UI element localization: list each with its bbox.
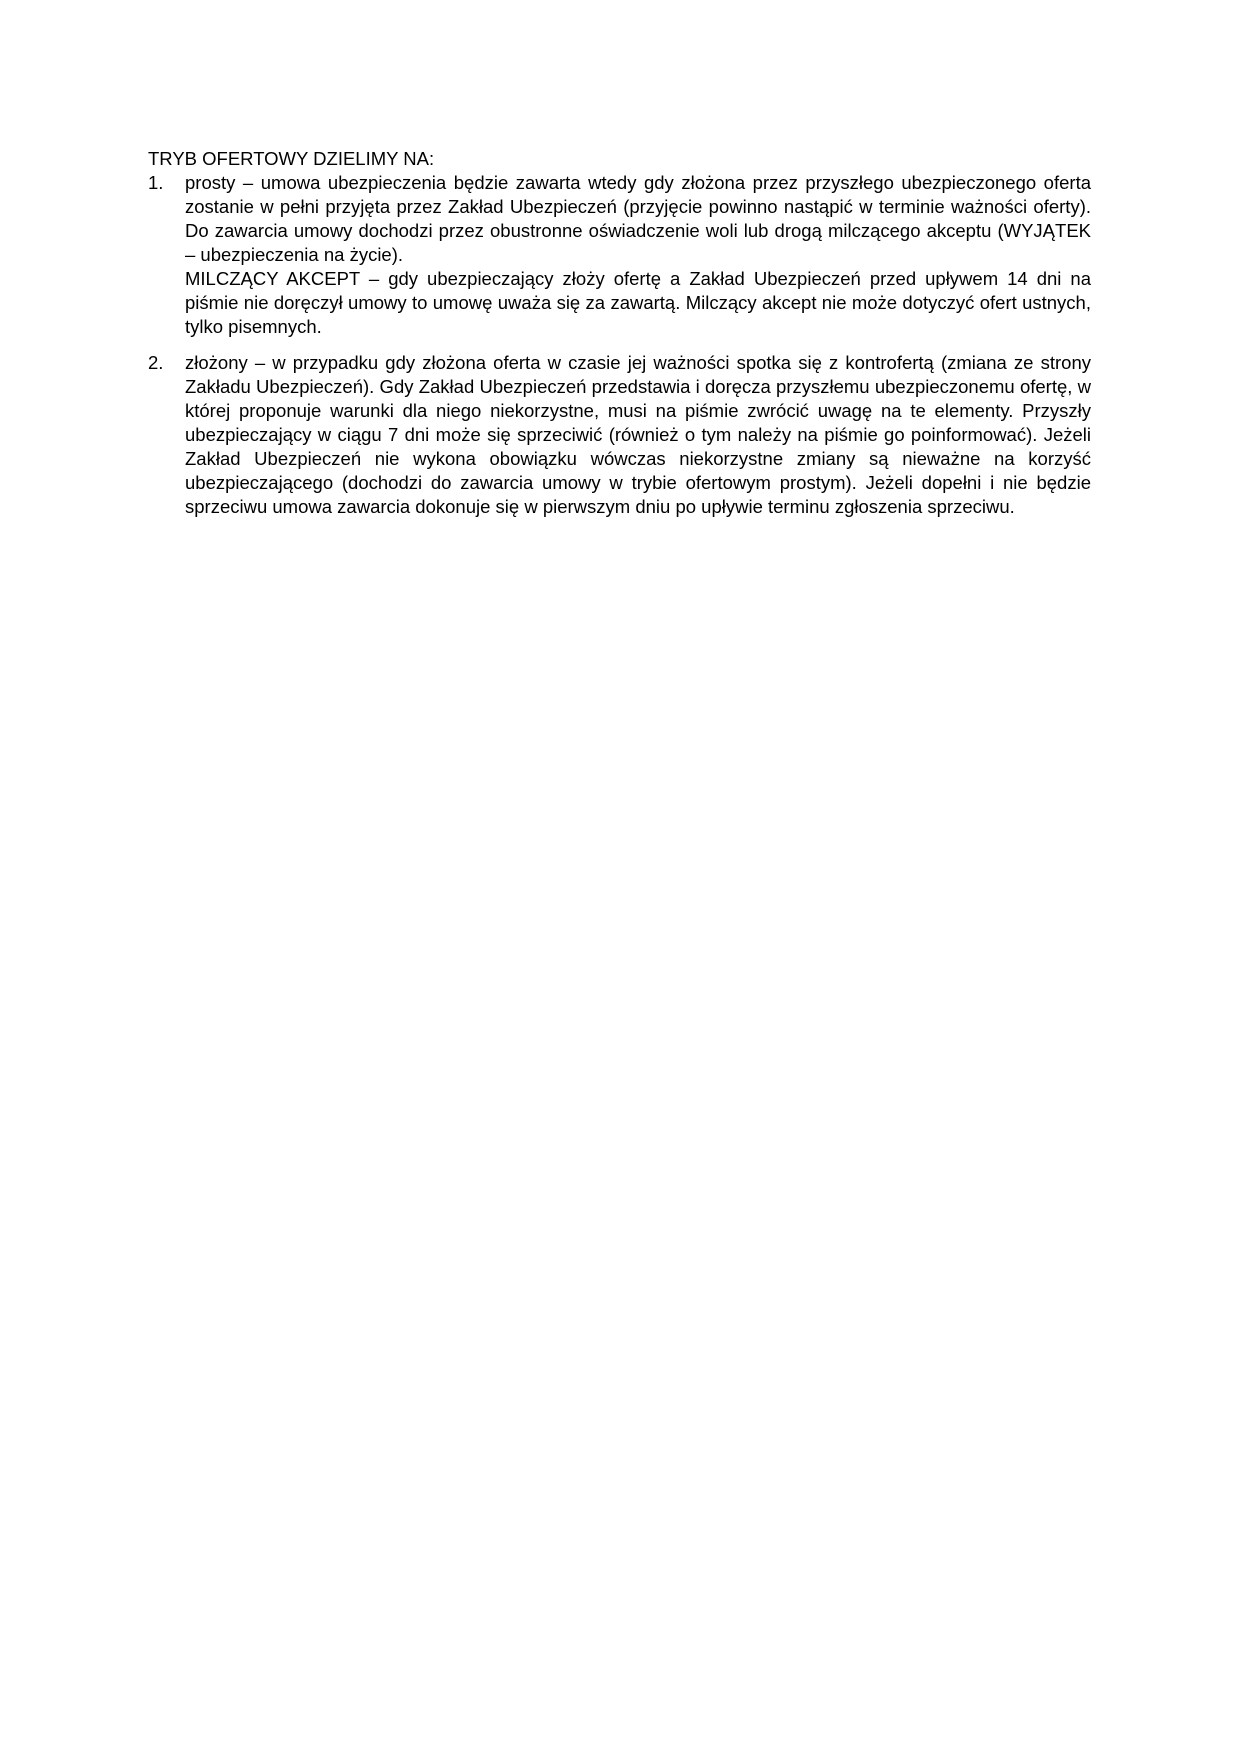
list-item-paragraph: prosty – umowa ubezpieczenia będzie zawarta wtedy gdy złożona przez przyszłego ubezpieczonego oferta zostanie w pełni przyjęta przez Zakład Ubezpieczeń (przyjęcie powinno nastąpić w terminie ważności oferty). Do zawarcia umowy dochodzi przez obustronne oświadczenie woli lub drogą milczącego akceptu (WYJĄTEK – ubezpieczenia na życie). xyxy=(185,172,1091,265)
list-item-paragraph: MILCZĄCY AKCEPT – gdy ubezpieczający złoży ofertę a Zakład Ubezpieczeń przed upływem 14 dni na piśmie nie doręczył umowy to umowę uważa się za zawartą. Milczący akcept nie może dotyczyć ofert ustnych, tylko pisemnych. xyxy=(185,268,1091,337)
document-heading: TRYB OFERTOWY DZIELIMY NA: xyxy=(148,148,435,169)
list-item-number: 1. xyxy=(148,172,164,193)
list-item xyxy=(148,351,1091,519)
list-item-number: 2. xyxy=(148,352,164,373)
ordered-list xyxy=(148,171,1091,519)
document-body xyxy=(148,147,1091,519)
list-item xyxy=(148,171,1091,339)
list-item-paragraph: złożony – w przypadku gdy złożona oferta w czasie jej ważności spotka się z kontrofertą (zmiana ze strony Zakładu Ubezpieczeń). Gdy Zakład Ubezpieczeń przedstawia i doręcza przyszłemu ubezpieczonemu ofertę, w której proponuje warunki dla niego niekorzystne, musi na piśmie zwrócić uwagę na te elementy. Przyszły ubezpieczający w ciągu 7 dni może się sprzeciwić (również o tym należy na piśmie go poinformować). Jeżeli Zakład Ubezpieczeń nie wykona obowiązku wówczas niekorzystne zmiany są nieważne na korzyść ubezpieczającego (dochodzi do zawarcia umowy w trybie ofertowym prostym). Jeżeli dopełni i nie będzie sprzeciwu umowa zawarcia dokonuje się w pierwszym dniu po upływie terminu zgłoszenia sprzeciwu. xyxy=(185,352,1091,517)
